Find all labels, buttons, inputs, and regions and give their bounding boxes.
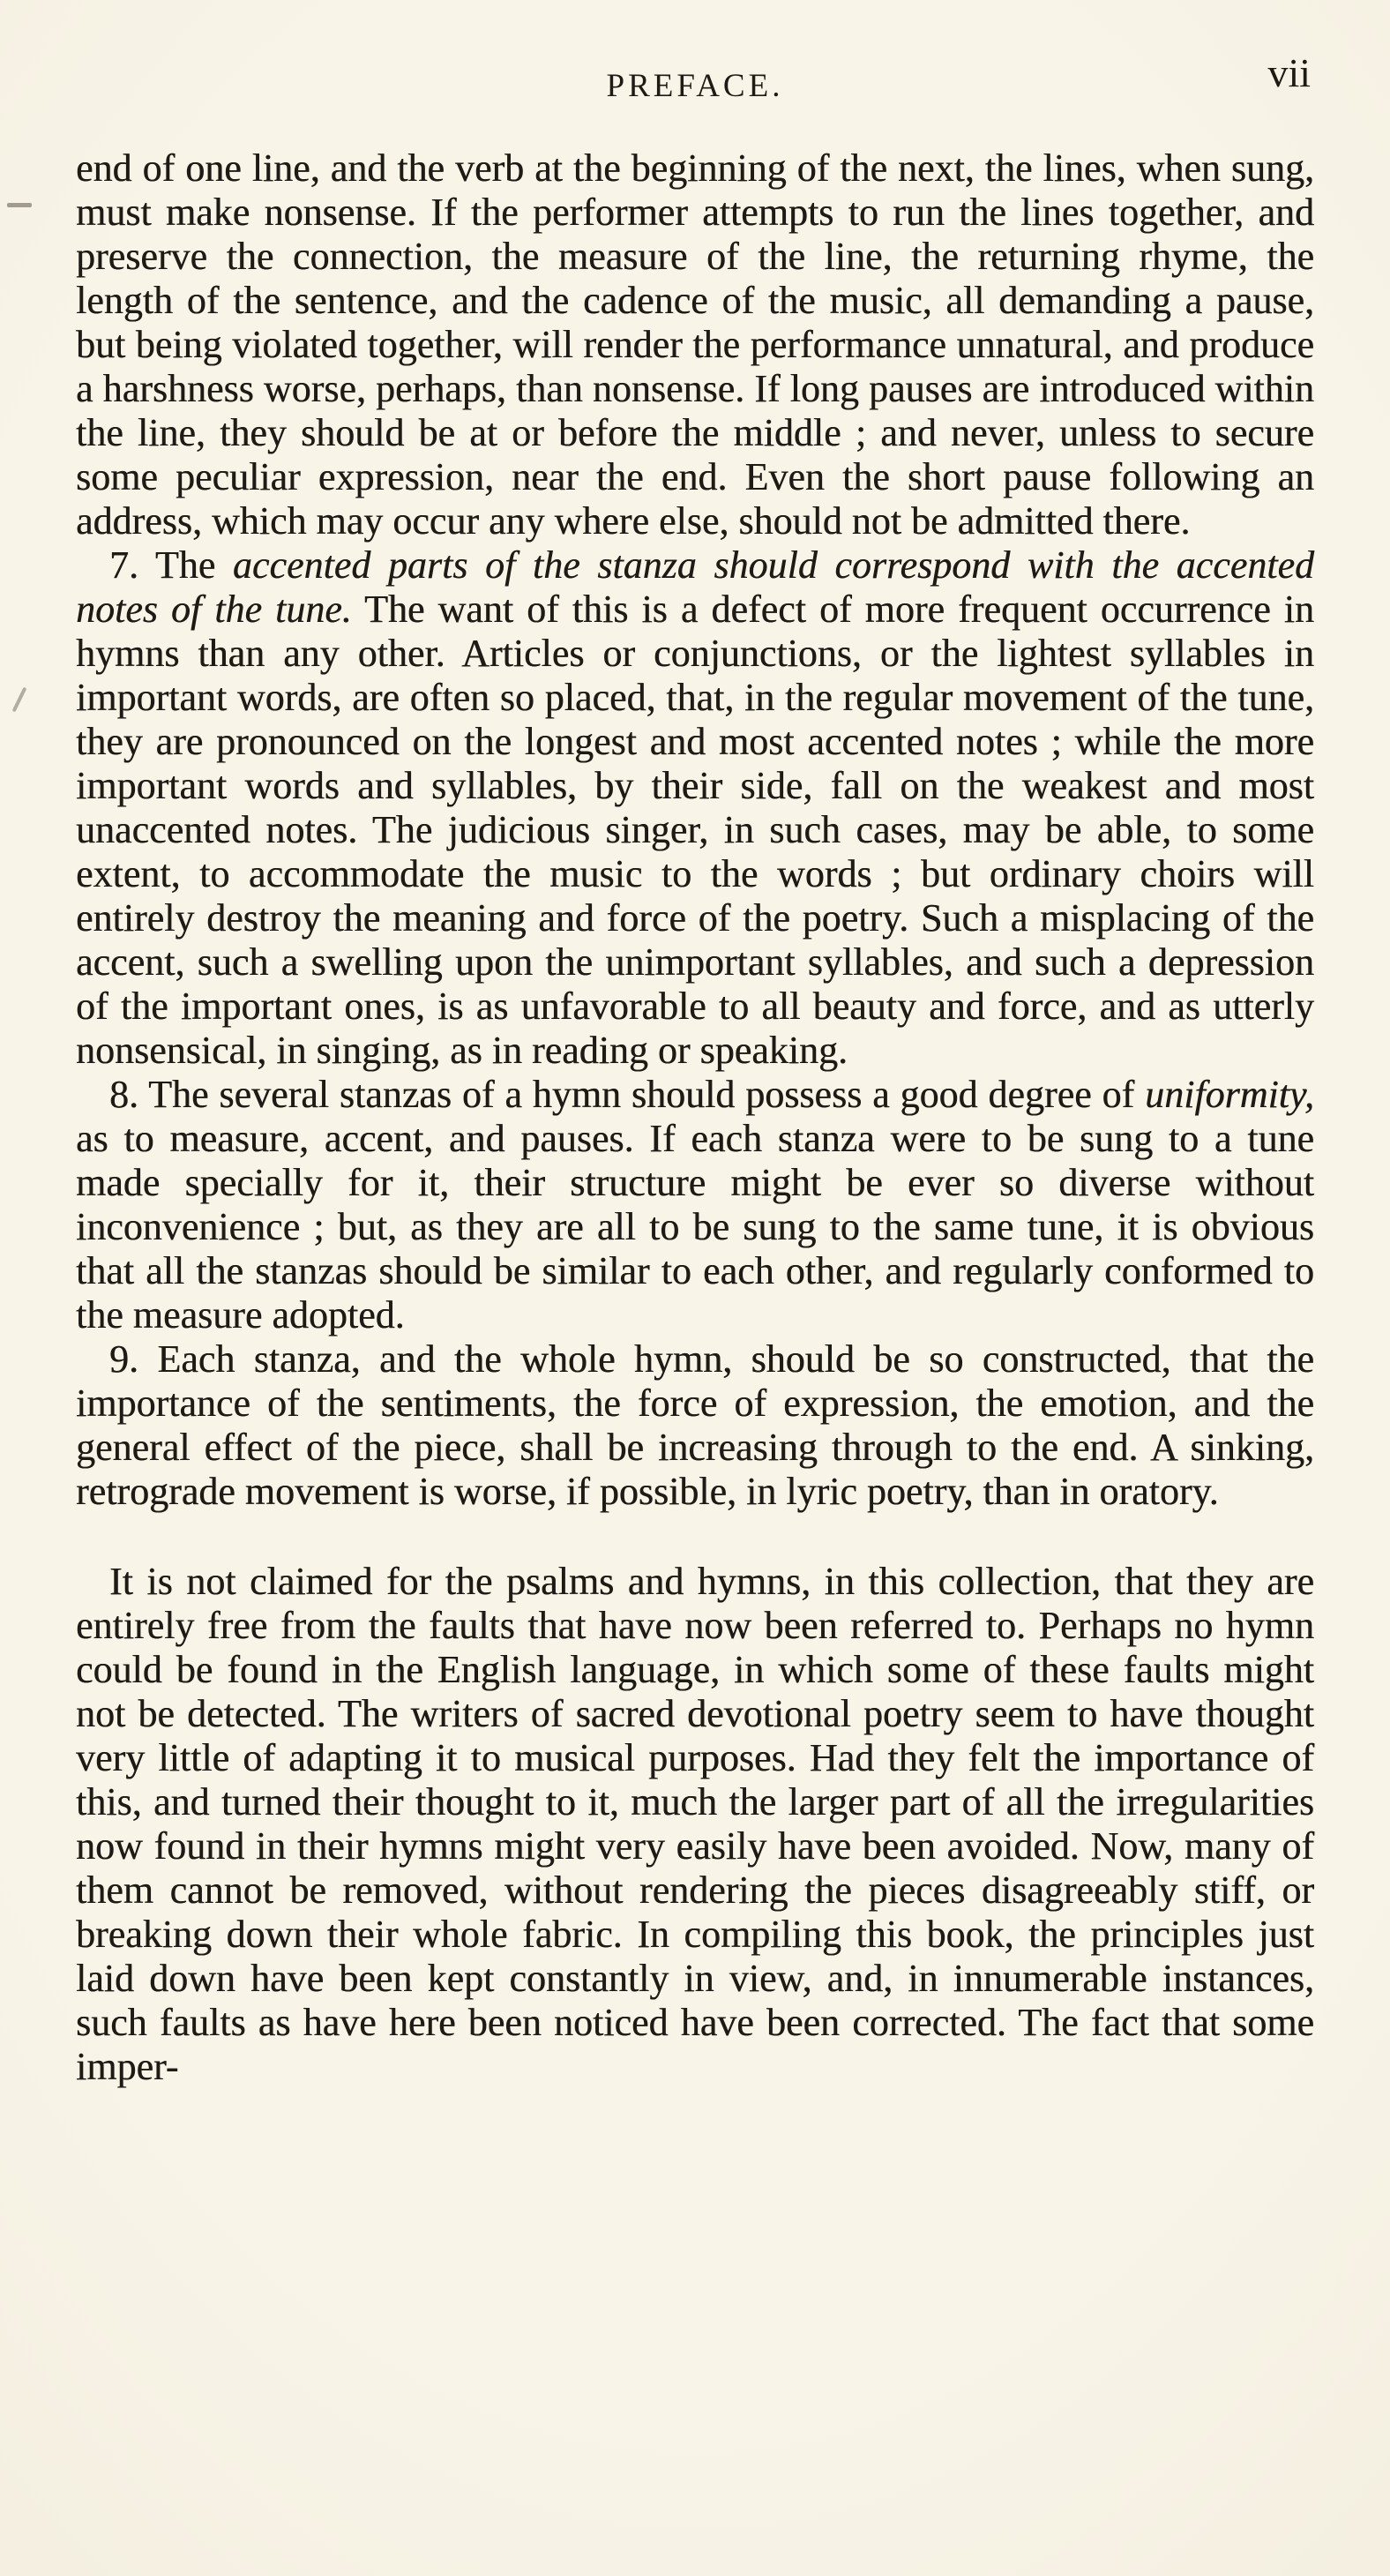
paragraph bbox=[76, 146, 1314, 543]
text-run: The want of this is a defect of more frequent occurrence in hymns than any other. Articles or conjunctions, or the lightest syllables in important words, are often so placed, that, in the regular movement of the tune, they are pronounced on the longest and most accented notes ; while the more important words and syllables, by their side, fall on the weakest and most unaccented notes. The judicious singer, in such cases, may be able, to some extent, to accommodate the music to the words ; but ordinary choirs will entirely destroy the meaning and force of the poetry. Such a misplacing of the accent, such a swelling upon the unimportant syllables, and such a depression of the important ones, is as unfavorable to all beauty and force, and as utterly nonsensical, in singing, as in reading or speaking. bbox=[76, 588, 1314, 1072]
text-run: as to measure, accent, and pauses. If each stanza were to be sung to a tune made specially for it, their structure might be ever so diverse without inconvenience ; but, as they are all to be sung to the same tune, it is obvious that all the stanzas should be similar to each other, and regularly conformed to the measure adopted. bbox=[76, 1117, 1314, 1337]
text-run: 8. The several stanzas of a hymn should possess a good degree of bbox=[109, 1073, 1146, 1116]
running-title: PREFACE. bbox=[606, 68, 784, 104]
paragraph bbox=[76, 1337, 1314, 1514]
scan-artifact bbox=[7, 203, 32, 207]
text-run: 7. The bbox=[109, 543, 233, 587]
text-run: 9. Each stanza, and the whole hymn, should be so constructed, that the importance of the sentiments, the force of expression, the emotion, and the general effect of the piece, shall be increasing through to the end. A sinking, retrograde movement is worse, if possible, in lyric poetry, than in oratory. bbox=[76, 1337, 1314, 1513]
italic-text-run: uniformity, bbox=[1145, 1073, 1314, 1116]
scan-artifact bbox=[12, 687, 27, 713]
page-header bbox=[76, 50, 1314, 111]
paragraph bbox=[76, 1560, 1314, 2089]
page-number: vii bbox=[1267, 50, 1311, 95]
text-run: end of one line, and the verb at the beginning of the next, the lines, when sung, must make nonsense. If the performer attempts to run the lines together, and preserve the connection, the measure of the line, the returning rhyme, the length of the sentence, and the cadence of the music, all demanding a pause, but being violated together, will render the performance unnatural, and produce a harshness worse, perhaps, than nonsense. If long pauses are introduced within the line, they should be at or before the middle ; and never, unless to secure some peculiar expression, near the end. Even the short pause following an address, which may occur any where else, should not be admitted there. bbox=[76, 146, 1314, 543]
page-body bbox=[76, 146, 1314, 2089]
text-run: It is not claimed for the psalms and hymns, in this collection, that they are entirely free from the faults that have now been referred to. Perhaps no hymn could be found in the English language, in which some of these faults might not be detected. The writers of sacred devotional poetry seem to have thought very little of adapting it to musical purposes. Had they felt the importance of this, and turned their thought to it, much the larger part of all the irregularities now found in their hymns might very easily have been avoided. Now, many of them cannot be removed, without rendering the pieces disagreeably stiff, or breaking down their whole fabric. In compiling this book, the principles just laid down have been kept constantly in view, and, in innumerable instances, such faults as have here been noticed have been corrected. The fact that some imper- bbox=[76, 1560, 1314, 2088]
italic-text-run: accented parts of the stanza should correspond with the accented notes of the tune. bbox=[76, 543, 1314, 631]
paragraph bbox=[76, 543, 1314, 1073]
paragraph bbox=[76, 1073, 1314, 1337]
